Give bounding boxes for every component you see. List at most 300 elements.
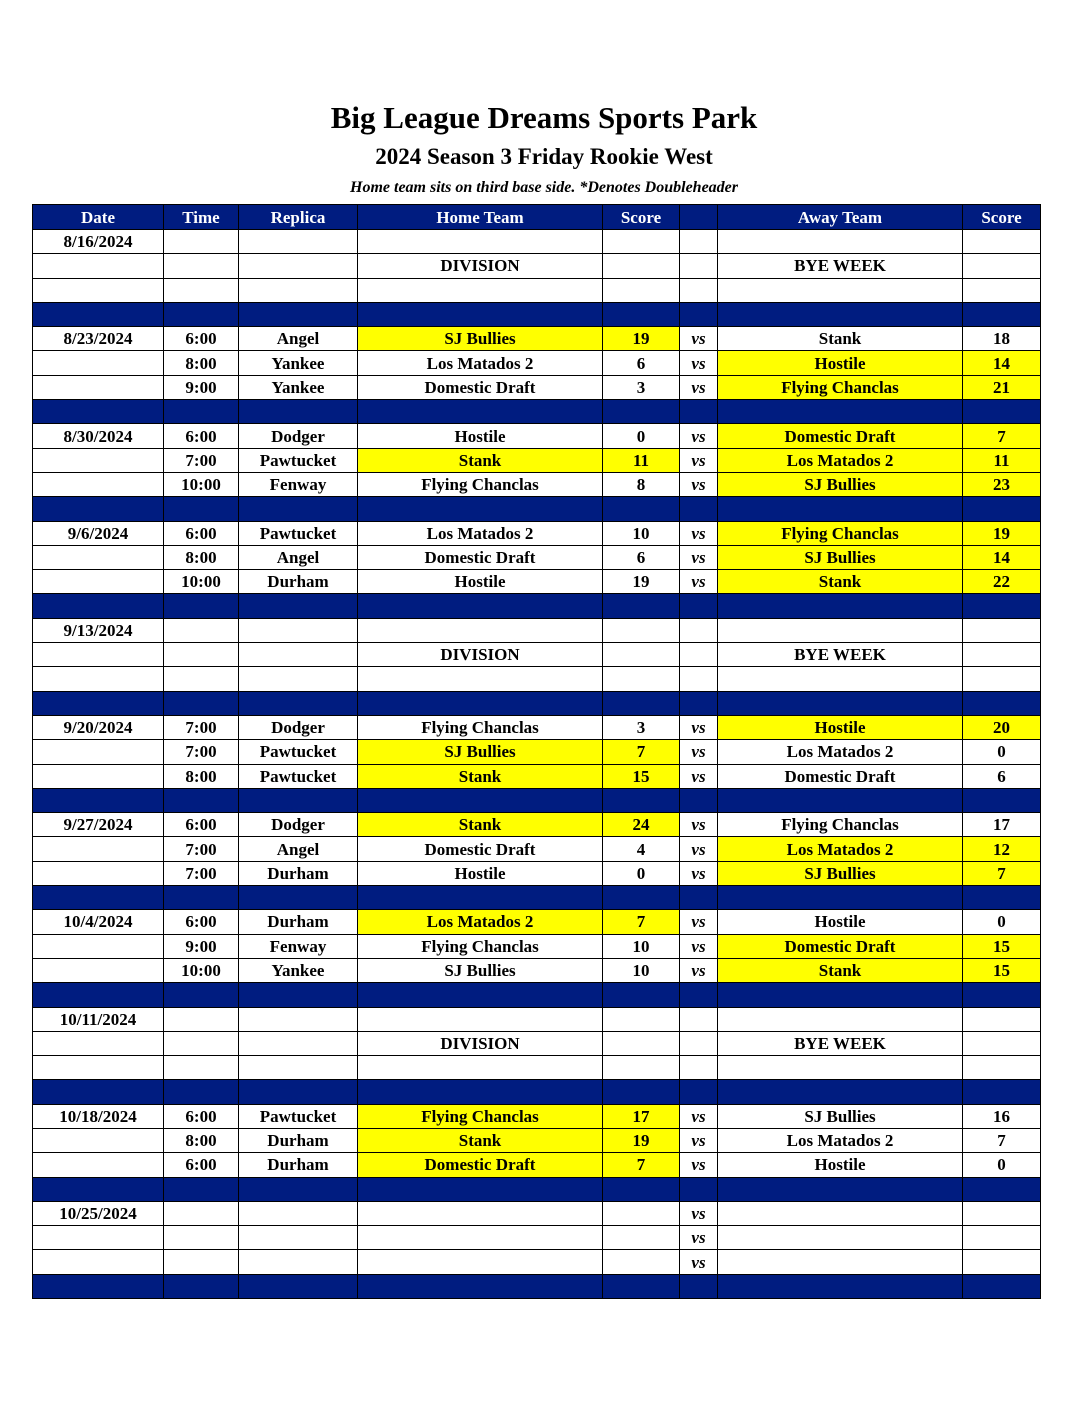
vs-cell: vs [680,448,718,472]
separator-cell [33,1274,164,1298]
home-score-cell: 3 [603,715,680,739]
date-cell: 10/4/2024 [33,910,164,934]
time-cell: 8:00 [164,764,239,788]
away-score-cell [963,667,1041,691]
table-row [33,837,1041,861]
vs-cell: vs [680,1153,718,1177]
date-cell [33,740,164,764]
table-row [33,1201,1041,1225]
away-score-cell: 11 [963,448,1041,472]
separator-cell [33,788,164,812]
time-cell [164,254,239,278]
separator-cell [239,302,358,326]
home-team-cell [358,618,603,642]
separator-cell [718,497,963,521]
away-team-cell: SJ Bullies [718,545,963,569]
vs-cell: vs [680,1250,718,1274]
vs-cell [680,254,718,278]
replica-cell [239,254,358,278]
separator-cell [718,886,963,910]
away-team-cell: Flying Chanclas [718,521,963,545]
time-cell: 6:00 [164,910,239,934]
schedule-table [32,204,1041,1299]
separator-cell [680,400,718,424]
replica-cell: Fenway [239,934,358,958]
time-cell: 6:00 [164,1104,239,1128]
replica-cell: Fenway [239,472,358,496]
table-row [33,254,1041,278]
home-score-cell [603,1250,680,1274]
date-cell [33,1153,164,1177]
home-score-cell [603,1226,680,1250]
home-team-cell: Domestic Draft [358,375,603,399]
separator-cell [239,1177,358,1201]
separator-cell [33,983,164,1007]
separator-cell [680,302,718,326]
away-team-cell [718,1226,963,1250]
separator-cell [603,1080,680,1104]
separator-cell [680,1177,718,1201]
home-score-cell: 7 [603,1153,680,1177]
date-cell: 10/18/2024 [33,1104,164,1128]
separator-cell [358,1177,603,1201]
away-score-cell [963,254,1041,278]
away-score-cell [963,1201,1041,1225]
home-score-cell: 19 [603,327,680,351]
home-team-cell [358,230,603,254]
separator-cell [963,302,1041,326]
separator-cell [718,983,963,1007]
away-score-cell [963,1007,1041,1031]
away-team-cell: Hostile [718,351,963,375]
table-row [33,813,1041,837]
separator-cell [963,497,1041,521]
vs-cell: vs [680,837,718,861]
separator-cell [963,400,1041,424]
home-team-cell: Flying Chanclas [358,934,603,958]
table-row [33,618,1041,642]
separator-cell [603,497,680,521]
separator-cell [963,1177,1041,1201]
separator-cell [718,788,963,812]
col-header-away-score: Score [963,205,1041,230]
home-team-cell [358,1226,603,1250]
home-team-cell: Stank [358,1128,603,1152]
time-cell [164,1250,239,1274]
separator-cell [718,302,963,326]
home-score-cell: 17 [603,1104,680,1128]
separator-cell [33,400,164,424]
home-score-cell [603,643,680,667]
vs-cell: vs [680,715,718,739]
time-cell: 10:00 [164,958,239,982]
home-team-cell: SJ Bullies [358,740,603,764]
away-team-cell [718,278,963,302]
table-row [33,1056,1041,1080]
home-score-cell: 10 [603,521,680,545]
home-score-cell [603,1201,680,1225]
home-score-cell: 6 [603,351,680,375]
table-row [33,643,1041,667]
table-row [33,375,1041,399]
separator-cell [603,1274,680,1298]
away-team-cell: Flying Chanclas [718,813,963,837]
separator-cell [164,1080,239,1104]
away-score-cell [963,1031,1041,1055]
away-score-cell: 6 [963,764,1041,788]
vs-cell [680,667,718,691]
separator-cell [239,1080,358,1104]
separator-row [33,1177,1041,1201]
home-score-cell: 10 [603,958,680,982]
home-score-cell: 8 [603,472,680,496]
vs-cell [680,230,718,254]
header-row [33,205,1041,230]
date-cell: 8/30/2024 [33,424,164,448]
vs-cell: vs [680,327,718,351]
separator-cell [680,1080,718,1104]
separator-cell [164,1274,239,1298]
time-cell [164,230,239,254]
separator-cell [680,691,718,715]
separator-cell [33,497,164,521]
away-team-cell: Los Matados 2 [718,1128,963,1152]
date-cell [33,472,164,496]
date-cell [33,1031,164,1055]
vs-cell: vs [680,1226,718,1250]
away-team-cell: Hostile [718,715,963,739]
table-row [33,910,1041,934]
date-cell: 10/11/2024 [33,1007,164,1031]
col-header-time: Time [164,205,239,230]
separator-row [33,497,1041,521]
home-team-cell [358,1201,603,1225]
replica-cell [239,1201,358,1225]
separator-cell [718,1274,963,1298]
separator-cell [33,691,164,715]
home-team-cell [358,278,603,302]
home-score-cell [603,1007,680,1031]
separator-cell [963,594,1041,618]
away-score-cell: 0 [963,740,1041,764]
away-team-cell [718,1201,963,1225]
replica-cell [239,1226,358,1250]
replica-cell: Durham [239,1128,358,1152]
vs-cell: vs [680,1128,718,1152]
page-subtitle: 2024 Season 3 Friday Rookie West [375,144,713,169]
vs-cell [680,643,718,667]
away-team-cell: SJ Bullies [718,472,963,496]
separator-cell [680,983,718,1007]
away-score-cell: 0 [963,910,1041,934]
vs-cell: vs [680,521,718,545]
separator-cell [239,788,358,812]
table-row [33,448,1041,472]
time-cell: 6:00 [164,424,239,448]
vs-cell: vs [680,424,718,448]
separator-cell [33,1080,164,1104]
page-note: Home team sits on third base side. *Denotes Doubleheader [350,179,738,196]
separator-cell [164,302,239,326]
separator-cell [603,886,680,910]
time-cell: 6:00 [164,1153,239,1177]
separator-cell [963,983,1041,1007]
date-cell [33,1226,164,1250]
home-score-cell [603,278,680,302]
away-team-cell: Stank [718,958,963,982]
vs-cell [680,1056,718,1080]
separator-cell [603,788,680,812]
separator-cell [164,497,239,521]
separator-cell [239,886,358,910]
separator-cell [718,594,963,618]
table-row [33,327,1041,351]
time-cell: 8:00 [164,351,239,375]
away-score-cell: 12 [963,837,1041,861]
away-score-cell [963,1226,1041,1250]
vs-cell: vs [680,1104,718,1128]
vs-cell: vs [680,958,718,982]
table-row [33,740,1041,764]
date-cell [33,1250,164,1274]
home-team-cell [358,1056,603,1080]
home-score-cell: 0 [603,424,680,448]
table-row [33,1104,1041,1128]
page-title: Big League Dreams Sports Park [330,100,758,135]
replica-cell [239,278,358,302]
time-cell: 8:00 [164,545,239,569]
away-team-cell [718,1250,963,1274]
table-row [33,958,1041,982]
away-team-cell: Stank [718,570,963,594]
away-team-cell: Flying Chanclas [718,375,963,399]
separator-cell [239,594,358,618]
table-row [33,1007,1041,1031]
time-cell [164,618,239,642]
away-score-cell [963,643,1041,667]
time-cell: 7:00 [164,715,239,739]
away-score-cell [963,1056,1041,1080]
away-score-cell: 22 [963,570,1041,594]
replica-cell [239,1007,358,1031]
vs-cell: vs [680,351,718,375]
separator-cell [164,594,239,618]
home-team-cell: DIVISION [358,1031,603,1055]
away-team-cell: BYE WEEK [718,643,963,667]
replica-cell [239,618,358,642]
col-header-vs [680,205,718,230]
separator-row [33,1080,1041,1104]
away-score-cell: 19 [963,521,1041,545]
away-team-cell [718,618,963,642]
replica-cell: Angel [239,837,358,861]
vs-cell: vs [680,910,718,934]
home-team-cell: SJ Bullies [358,327,603,351]
home-score-cell: 19 [603,1128,680,1152]
time-cell [164,1031,239,1055]
home-team-cell: DIVISION [358,643,603,667]
time-cell: 6:00 [164,813,239,837]
home-score-cell: 4 [603,837,680,861]
away-score-cell: 7 [963,1128,1041,1152]
time-cell [164,643,239,667]
separator-row [33,594,1041,618]
away-team-cell: Los Matados 2 [718,740,963,764]
separator-cell [358,788,603,812]
replica-cell [239,1031,358,1055]
date-cell [33,837,164,861]
separator-cell [358,886,603,910]
away-team-cell: Hostile [718,1153,963,1177]
away-score-cell [963,1250,1041,1274]
date-cell: 10/25/2024 [33,1201,164,1225]
away-team-cell: Los Matados 2 [718,837,963,861]
vs-cell [680,278,718,302]
vs-cell: vs [680,545,718,569]
time-cell: 7:00 [164,861,239,885]
separator-cell [164,1177,239,1201]
away-score-cell [963,230,1041,254]
table-row [33,278,1041,302]
date-cell: 9/6/2024 [33,521,164,545]
away-score-cell: 7 [963,424,1041,448]
replica-cell: Pawtucket [239,448,358,472]
home-team-cell: Domestic Draft [358,837,603,861]
away-score-cell: 14 [963,351,1041,375]
table-row [33,230,1041,254]
separator-cell [239,497,358,521]
home-score-cell: 0 [603,861,680,885]
table-row [33,1153,1041,1177]
time-cell: 10:00 [164,472,239,496]
replica-cell: Pawtucket [239,521,358,545]
replica-cell [239,643,358,667]
away-score-cell: 15 [963,934,1041,958]
vs-cell [680,1007,718,1031]
separator-cell [33,1177,164,1201]
away-score-cell: 21 [963,375,1041,399]
time-cell: 9:00 [164,375,239,399]
replica-cell: Dodger [239,424,358,448]
time-cell [164,667,239,691]
home-team-cell: Hostile [358,861,603,885]
home-team-cell: Flying Chanclas [358,715,603,739]
separator-cell [680,1274,718,1298]
away-score-cell: 18 [963,327,1041,351]
date-cell [33,1128,164,1152]
away-team-cell [718,230,963,254]
home-score-cell: 15 [603,764,680,788]
col-header-home-team: Home Team [358,205,603,230]
separator-cell [963,788,1041,812]
replica-cell: Durham [239,861,358,885]
home-team-cell: Hostile [358,424,603,448]
table-row [33,934,1041,958]
separator-cell [680,594,718,618]
date-cell [33,667,164,691]
vs-cell: vs [680,861,718,885]
home-score-cell [603,1031,680,1055]
replica-cell: Durham [239,1153,358,1177]
away-team-cell: BYE WEEK [718,1031,963,1055]
separator-cell [239,1274,358,1298]
date-cell [33,545,164,569]
home-team-cell: Domestic Draft [358,545,603,569]
date-cell [33,570,164,594]
separator-cell [963,1080,1041,1104]
date-cell: 9/27/2024 [33,813,164,837]
separator-cell [963,1274,1041,1298]
col-header-home-score: Score [603,205,680,230]
replica-cell [239,667,358,691]
separator-cell [358,400,603,424]
separator-cell [963,886,1041,910]
date-cell [33,861,164,885]
home-team-cell: Stank [358,448,603,472]
separator-cell [680,788,718,812]
replica-cell: Pawtucket [239,764,358,788]
time-cell [164,1007,239,1031]
away-team-cell [718,1056,963,1080]
separator-cell [358,302,603,326]
replica-cell: Pawtucket [239,1104,358,1128]
time-cell [164,1226,239,1250]
away-score-cell: 20 [963,715,1041,739]
date-cell [33,351,164,375]
replica-cell: Yankee [239,351,358,375]
away-team-cell: Los Matados 2 [718,448,963,472]
replica-cell: Durham [239,570,358,594]
separator-cell [603,691,680,715]
separator-cell [164,400,239,424]
replica-cell: Durham [239,910,358,934]
replica-cell: Dodger [239,715,358,739]
vs-cell [680,1031,718,1055]
separator-cell [358,691,603,715]
table-row [33,1250,1041,1274]
separator-cell [164,691,239,715]
home-team-cell: Los Matados 2 [358,351,603,375]
home-score-cell [603,618,680,642]
home-score-cell: 10 [603,934,680,958]
separator-cell [33,594,164,618]
separator-cell [680,886,718,910]
date-cell [33,278,164,302]
table-row [33,1031,1041,1055]
separator-cell [680,497,718,521]
col-header-date: Date [33,205,164,230]
date-cell [33,1056,164,1080]
away-team-cell: BYE WEEK [718,254,963,278]
separator-cell [239,691,358,715]
separator-cell [718,691,963,715]
separator-row [33,691,1041,715]
separator-cell [603,400,680,424]
table-row [33,424,1041,448]
date-cell [33,448,164,472]
home-team-cell [358,1007,603,1031]
table-row [33,1128,1041,1152]
date-cell [33,254,164,278]
home-team-cell: DIVISION [358,254,603,278]
away-team-cell: Domestic Draft [718,424,963,448]
replica-cell: Yankee [239,375,358,399]
date-cell: 9/20/2024 [33,715,164,739]
away-team-cell: Hostile [718,910,963,934]
away-score-cell: 16 [963,1104,1041,1128]
vs-cell: vs [680,764,718,788]
separator-cell [164,983,239,1007]
